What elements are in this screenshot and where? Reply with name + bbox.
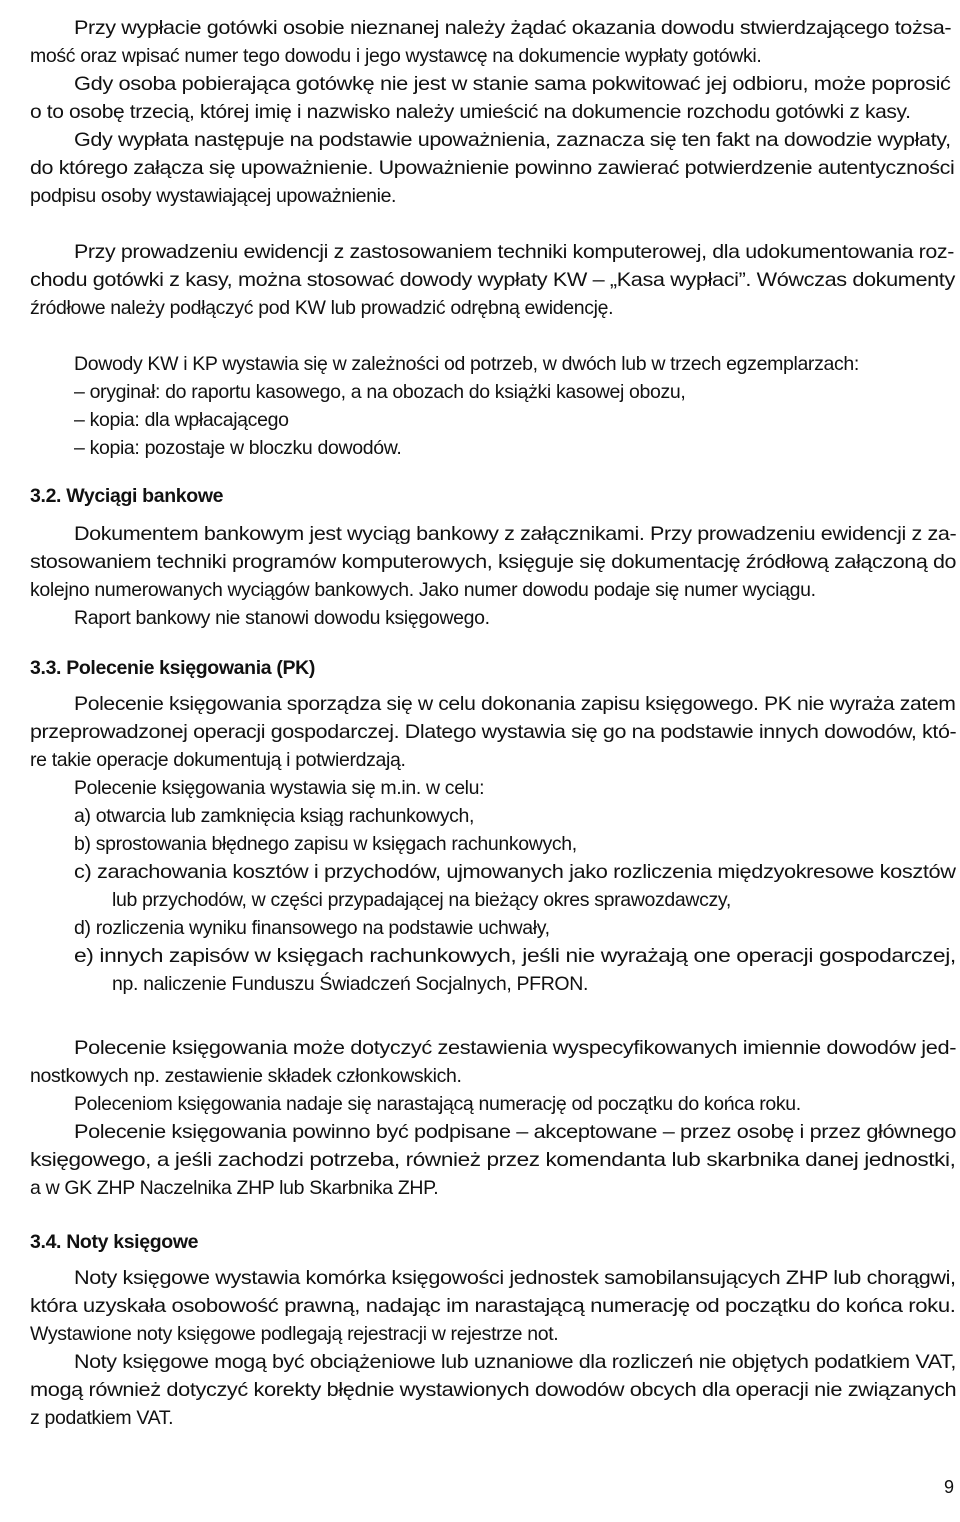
text-line: Dowody KW i KP wystawia się w zależności od potrzeb, w dwóch lub w trzech egzemplarzach: [74, 353, 859, 375]
list-item: – oryginał: do raportu kasowego, a na obozach do książki kasowej obozu, [74, 381, 686, 403]
list-item: c) zarachowania kosztów i przychodów, ujmowanych jako rozliczenia międzyokresowe kosztów [74, 861, 956, 883]
text-line: chodu gotówki z kasy, można stosować dowody wypłaty KW – „Kasa wypłaci”. Wówczas dokumenty [30, 269, 955, 291]
text-line: źródłowe należy podłączyć pod KW lub prowadzić odrębną ewidencję. [30, 297, 614, 319]
text-line: księgowego, a jeśli zachodzi potrzeba, również przez komendanta lub skarbnika danej jednostki, [30, 1149, 956, 1171]
text-line: do którego załącza się upoważnienie. Upoważnienie powinno zawierać potwierdzenie autentyczności [30, 157, 955, 179]
text-line: Polecenie księgowania może dotyczyć zestawienia wyspecyfikowanych imiennie dowodów jed- [74, 1037, 957, 1059]
section-heading: 3.3. Polecenie księgowania (PK) [30, 657, 316, 679]
text-line: Poleceniom księgowania nadaje się narastającą numerację od początku do końca roku. [74, 1093, 801, 1115]
text-line: Przy wypłacie gotówki osobie nieznanej należy żądać okazania dowodu stwierdzającego tożsa- [74, 17, 952, 39]
section-heading: 3.4. Noty księgowe [30, 1231, 199, 1253]
text-line: Noty księgowe wystawia komórka księgowości jednostek samobilansujących ZHP lub chorągwi, [74, 1267, 956, 1289]
text-line: a w GK ZHP Naczelnika ZHP lub Skarbnika ZHP. [30, 1177, 439, 1199]
list-item: lub przychodów, w części przypadającej na bieżący okres sprawozdawczy, [112, 889, 731, 911]
text-line: kolejno numerowanych wyciągów bankowych. Jako numer dowodu podaje się numer wyciągu. [30, 579, 816, 601]
text-line: nostkowych np. zestawienie składek członkowskich. [30, 1065, 462, 1087]
text-line: o to osobę trzecią, której imię i nazwisko należy umieścić na dokumencie rozchodu gotówki z kasy. [30, 101, 911, 123]
text-line: mość oraz wpisać numer tego dowodu i jego wystawcę na dokumencie wypłaty gotówki. [30, 45, 762, 67]
text-line: mogą również dotyczyć korekty błędnie wystawionych dowodów obcych dla operacji nie związanych [30, 1379, 957, 1401]
list-item: a) otwarcia lub zamknięcia ksiąg rachunkowych, [74, 805, 475, 827]
list-item: – kopia: dla wpłacającego [74, 409, 289, 431]
text-line: Polecenie księgowania wystawia się m.in. w celu: [74, 777, 485, 799]
text-line: która uzyskała osobowość prawną, nadając im narastającą numerację od początku do końca roku. [30, 1295, 956, 1317]
text-line: Polecenie księgowania powinno być podpisane – akceptowane – przez osobę i przez głównego [74, 1121, 957, 1143]
text-line: Przy prowadzeniu ewidencji z zastosowaniem techniki komputerowej, dla udokumentowania roz- [74, 241, 955, 263]
text-line: podpisu osoby wystawiającej upoważnienie. [30, 185, 397, 207]
text-line: Gdy wypłata następuje na podstawie upoważnienia, zaznacza się ten fakt na dowodzie wypłaty, [74, 129, 951, 151]
text-line: przeprowadzonej operacji gospodarczej. Dlatego wystawia się go na podstawie innych dowodów, któ- [30, 721, 957, 743]
text-line: Noty księgowe mogą być obciążeniowe lub uznaniowe dla rozliczeń nie objętych podatkiem VAT, [74, 1351, 956, 1373]
section-heading: 3.2. Wyciągi bankowe [30, 485, 224, 507]
text-line: Polecenie księgowania sporządza się w celu dokonania zapisu księgowego. PK nie wyraża zatem [74, 693, 956, 715]
list-item: b) sprostowania błędnego zapisu w księgach rachunkowych, [74, 833, 577, 855]
list-item: – kopia: pozostaje w bloczku dowodów. [74, 437, 402, 459]
text-line: Gdy osoba pobierająca gotówkę nie jest w stanie sama pokwitować jej odbioru, może poprosić [74, 73, 951, 95]
text-line: Wystawione noty księgowe podlegają rejestracji w rejestrze not. [30, 1323, 559, 1345]
page-number: 9 [944, 1477, 955, 1497]
list-item: np. naliczenie Funduszu Świadczeń Socjalnych, PFRON. [112, 973, 589, 995]
text-line: stosowaniem techniki programów komputerowych, księguje się dokumentację źródłową załączoną do [30, 551, 957, 573]
list-item: e) innych zapisów w księgach rachunkowych, jeśli nie wyrażają one operacji gospodarczej, [74, 945, 956, 967]
text-line: z podatkiem VAT. [30, 1407, 174, 1429]
text-line: Dokumentem bankowym jest wyciąg bankowy z załącznikami. Przy prowadzeniu ewidencji z za- [74, 523, 957, 545]
text-line: re takie operacje dokumentują i potwierdzają. [30, 749, 406, 771]
text-line: Raport bankowy nie stanowi dowodu księgowego. [74, 607, 490, 629]
list-item: d) rozliczenia wyniku finansowego na podstawie uchwały, [74, 917, 550, 939]
